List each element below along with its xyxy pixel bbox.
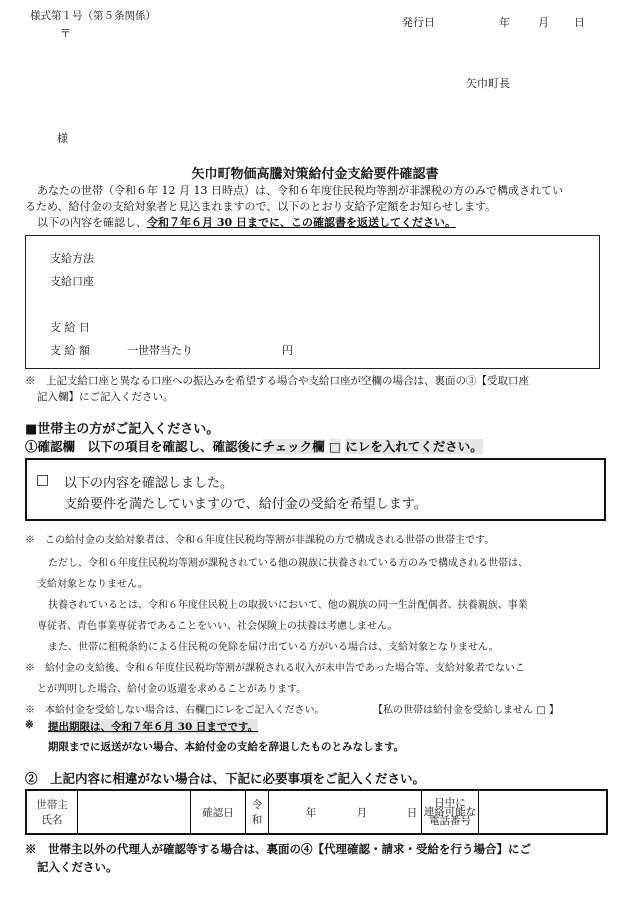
note-4a: 期限までに返送がない場合、本給付金の支給を辞退したものとみなします。 [48, 741, 405, 753]
householder-label-2: 氏名 [41, 814, 63, 826]
yen-label: 円 [282, 344, 293, 357]
payment-account-label: 支給口座 [50, 275, 94, 288]
year-field[interactable] [269, 790, 303, 834]
decline-bracket: 】 [548, 705, 559, 716]
account-note-line-2: 記入欄】にご記入ください。 [37, 391, 174, 403]
year-label: 年 [302, 790, 320, 834]
decline-checkbox[interactable]: □ [536, 705, 546, 716]
per-household-label: 一世帯当たり [127, 344, 193, 357]
note-4-mark: ※ [25, 719, 34, 731]
decline-option [373, 701, 559, 716]
issuer: 矢巾町長 [466, 77, 510, 90]
era-cell [246, 790, 269, 834]
note-2a: とが判明した場合、給付金の返還を求めることがあります。 [37, 684, 307, 695]
phone-number-field[interactable] [479, 790, 608, 834]
intro-line-2: るため、給付金の支給対象者と見込まれますので、以下のとおり支給予定額をお知らせします。 [25, 200, 497, 213]
postal-mark: 〒 [60, 27, 71, 40]
issue-year-label: 年 [499, 16, 510, 29]
confirmation-line-1: 以下の内容を確認しました。 [64, 476, 234, 491]
confirmation-line-2: 支給要件を満たしていますので、給付金の受給を希望します。 [64, 497, 427, 512]
confirm-date-label: 確認日 [191, 790, 246, 834]
phone-label-cell [422, 790, 479, 834]
payment-info-box [25, 235, 600, 369]
day-field[interactable] [371, 790, 403, 834]
section-2-heading: ② 上記内容に相違がない場合は、下記に必要事項をご記入ください。 [25, 771, 426, 786]
subheading-checkbox-symbol: □ [329, 439, 341, 454]
subheading-suffix: にレを入れてください。 [345, 439, 483, 454]
submission-deadline: 提出期限は、令和７年６月 30 日までです。 [48, 721, 259, 733]
section-1-heading: ■世帯主の方がご記入ください。 [25, 422, 220, 437]
phone-label-1: 日中に [434, 796, 466, 809]
return-deadline: 令和７年６月 30 日までに、この確認書を返送してください。 [147, 216, 456, 229]
document-title: 矢巾町物価高騰対策給付金支給要件確認書 [191, 167, 439, 182]
note-1e: また、世帯に租税条約による住民税の免除を届け出ている方がいる場合は、支給対象となりません。 [48, 642, 499, 653]
month-field[interactable] [320, 790, 353, 834]
decline-label: 【私の世帯は給付金を受給しません [373, 705, 533, 716]
note-2: ※ 給付金の支給後、令和６年度住民税均等割が課税される収入が未申告であった場合等、支給対象者でないこ [25, 663, 525, 674]
householder-name-field[interactable] [78, 790, 191, 834]
contact-table [25, 789, 608, 835]
issue-day-label: 日 [574, 16, 585, 29]
note-1a: ただし、令和６年度住民税均等割が課税されている他の親族に扶養されている方のみで構成される世帯は、 [48, 558, 528, 569]
subheading-highlight: チェック欄 [262, 439, 325, 454]
householder-label-1: 世帯主 [36, 799, 68, 811]
issue-month-label: 月 [538, 16, 549, 29]
note-1b: 支給対象となりません。 [37, 579, 148, 590]
month-label: 月 [353, 790, 371, 834]
confirmation-checkbox[interactable]: □ [36, 472, 50, 488]
section-1-subheading [25, 437, 483, 455]
intro-line-3-prefix: 以下の内容を確認し、 [37, 216, 147, 229]
account-note-line-1: ※ 上記支給口座と異なる口座への振込みを希望する場合や支給口座が空欄の場合は、裏面の③【受取口座 [25, 375, 529, 387]
form-number: 様式第１号（第５条関係） [30, 10, 156, 22]
payment-amount-label: 支 給 額 [50, 344, 90, 357]
addressee-suffix: 様 [57, 132, 68, 145]
intro-line-3 [37, 214, 456, 230]
note-3: ※ 本給付金を受給しない場合は、右欄□にレをご記入ください。 [25, 705, 325, 716]
issue-date-label: 発行日 [402, 16, 435, 29]
payment-date-label: 支 給 日 [50, 321, 90, 334]
agent-note-line-1: ※ 世帯主以外の代理人が確認等する場合は、裏面の④【代理確認・請求・受給を行う場合】にご [25, 842, 531, 856]
note-1c: 扶養されているとは、令和６年度住民税上の取扱いにおいて、他の親族の同一生計配偶者、扶養親族、事業 [48, 600, 528, 611]
payment-method-label: 支給方法 [50, 252, 94, 265]
phone-label-3: 電話番号 [429, 814, 471, 827]
note-1: ※ この給付金の支給対象者は、令和６年度住民税均等割が非課税の方で構成される世帯の世帯主です。 [25, 535, 495, 546]
day-label: 日 [403, 790, 422, 834]
householder-label-cell [26, 790, 78, 834]
era-2: 和 [251, 814, 263, 826]
intro-line-1: あなたの世帯（令和６年 12 月 13 日時点）は、令和６年度住民税均等割が非課税の方のみで構成されてい [37, 184, 563, 197]
note-1d: 専従者、青色事業専従者であることをいい、社会保険上の扶養は考慮しません。 [37, 621, 398, 632]
subheading-prefix: ①確認欄 以下の項目を確認し、確認後に [25, 439, 263, 454]
era-1: 令 [251, 799, 263, 811]
phone-label-2: 連絡可能な [423, 805, 477, 818]
agent-note-line-2: 記入ください。 [37, 860, 118, 874]
